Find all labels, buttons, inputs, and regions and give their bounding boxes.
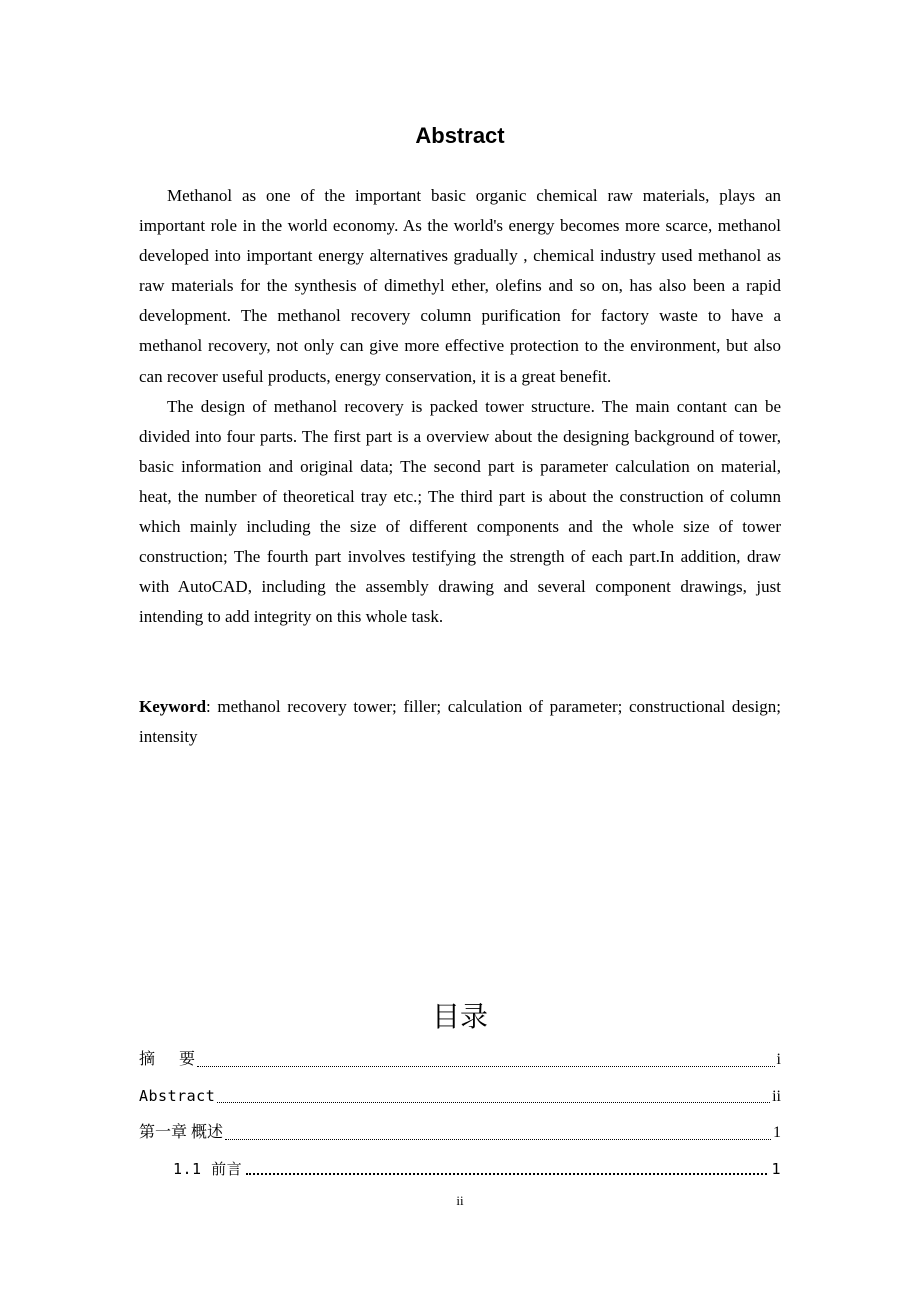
toc-entry-label: 第一章 概述: [139, 1124, 224, 1141]
toc-entry-label: 1.1 前言: [173, 1160, 243, 1178]
toc-entry-summary[interactable]: [139, 1048, 781, 1072]
keyword-label: Keyword: [139, 697, 207, 716]
toc-entry-abstract[interactable]: [139, 1084, 781, 1108]
toc-entry-page: i: [776, 1051, 781, 1068]
toc-leader-dots: [217, 1101, 770, 1103]
abstract-paragraph-1: Methanol as one of the important basic organic chemical raw materials, plays an important role in the world economy. As the world's energy becomes more scarce, methanol developed into important energy alternatives gradually , chemical industry used methanol as raw materials for the synthesis of dimethyl ether, olefins and so on, has also been a rapid development. The methanol recovery column purification for factory waste to have a methanol recovery, not only can give more effective protection to the environment, but also can recover useful products, energy conservation, it is a great benefit.: [139, 186, 781, 386]
toc-leader-dots: [197, 1065, 775, 1067]
toc-entry-section-1-1[interactable]: [173, 1157, 781, 1181]
abstract-body: [139, 181, 781, 632]
toc-entry-label: Abstract: [139, 1087, 216, 1105]
toc-entry-page: 1: [773, 1124, 781, 1141]
toc-leader-dots: [225, 1138, 771, 1140]
toc-leader-dots: [246, 1172, 767, 1175]
toc-entry-page: 1: [771, 1160, 781, 1178]
abstract-title: Abstract: [415, 123, 505, 148]
keyword-paragraph: [139, 692, 781, 752]
page-number: ii: [456, 1193, 464, 1208]
toc-entry-chapter-1[interactable]: [139, 1121, 781, 1145]
toc-title: 目录: [431, 1000, 488, 1033]
keyword-text: : methanol recovery tower; filler; calculation of parameter; constructional design; intensity: [139, 697, 781, 747]
abstract-paragraph-2: The design of methanol recovery is packed tower structure. The main contant can be divided into four parts. The first part is a overview about the designing background of tower, basic information and original data; The second part is parameter calculation on material, heat, the number of theoretical tray etc.; The third part is about the construction of column which mainly including the size of different components and the whole size of tower construction; The fourth part involves testifying the strength of each part.In addition, draw with AutoCAD, including the assembly drawing and several component drawings, just intending to add integrity on this whole task.: [139, 396, 781, 627]
toc-entry-label: 摘 要: [139, 1051, 196, 1068]
toc-entry-page: ii: [772, 1088, 781, 1105]
